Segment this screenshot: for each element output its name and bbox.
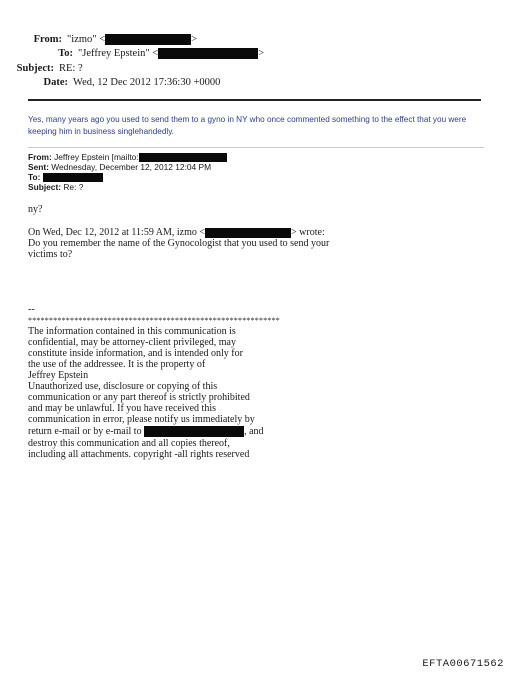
fwd-subject-line bbox=[28, 182, 83, 193]
disclaimer-line: the use of the addressee. It is the property of bbox=[28, 359, 206, 370]
to-value-text: "Jeffrey Epstein" < bbox=[78, 48, 159, 59]
disclaimer-line: confidential, may be attorney-client privileged, may bbox=[28, 337, 236, 348]
fwd-subject-label: Subject: bbox=[28, 182, 62, 192]
subject-value: RE: ? bbox=[59, 63, 83, 74]
from-value-text: "izmo" < bbox=[67, 34, 106, 45]
disclaimer-line: and may be unlawful. If you have received this bbox=[28, 403, 216, 414]
to-value bbox=[78, 46, 264, 61]
return-line-text: return e-mail or by e-mail to bbox=[28, 426, 142, 437]
fwd-to-label: To: bbox=[28, 172, 41, 182]
date-value: Wed, 12 Dec 2012 17:36:30 +0000 bbox=[73, 77, 221, 88]
signature-stars: ************************************************************ bbox=[28, 316, 280, 325]
fwd-to-line bbox=[28, 172, 103, 183]
disclaimer-line: including all attachments. copyright -all rights reserved bbox=[28, 449, 250, 460]
from-close: > bbox=[191, 34, 198, 45]
subject-label: Subject: bbox=[16, 63, 54, 74]
document-id: EFTA00671562 bbox=[422, 658, 504, 670]
redaction-box bbox=[105, 34, 191, 45]
disclaimer-line: destroy this communication and all copies thereof, bbox=[28, 438, 230, 449]
quote-intro-end: > wrote: bbox=[291, 227, 325, 238]
reply-divider bbox=[28, 147, 484, 148]
return-line-end: , and bbox=[244, 426, 264, 437]
disclaimer-line: communication or any part thereof is strictly prohibited bbox=[28, 392, 250, 403]
reply-text: Yes, many years ago you used to send them to a gyno in NY who once commented something to the effect that you were keeping him in business singlehandedly. bbox=[28, 115, 467, 136]
header-divider bbox=[28, 99, 481, 101]
fwd-sent-line bbox=[28, 162, 211, 173]
from-label: From: bbox=[33, 34, 62, 45]
to-label: To: bbox=[58, 48, 73, 59]
fwd-from-label: From: bbox=[28, 152, 52, 162]
disclaimer-return-line bbox=[28, 426, 264, 438]
signature-dashes: -- bbox=[28, 304, 35, 315]
fwd-subject-value: Re: ? bbox=[63, 182, 84, 192]
fwd-from-line bbox=[28, 152, 227, 163]
redaction-box bbox=[43, 173, 103, 182]
redaction-box bbox=[205, 228, 291, 238]
fwd-sent-value: Wednesday, December 12, 2012 12:04 PM bbox=[51, 162, 212, 172]
disclaimer-line: The information contained in this communication is bbox=[28, 326, 236, 337]
message-line: ny? bbox=[28, 204, 43, 215]
redaction-box bbox=[158, 48, 258, 59]
from-value bbox=[67, 32, 197, 47]
fwd-sent-label: Sent: bbox=[28, 162, 49, 172]
quote-intro-text: On Wed, Dec 12, 2012 at 11:59 AM, izmo < bbox=[28, 227, 206, 238]
quote-intro bbox=[28, 227, 325, 239]
disclaimer-line: constitute inside information, and is intended only for bbox=[28, 348, 243, 359]
redaction-box bbox=[144, 426, 244, 437]
to-close: > bbox=[258, 48, 265, 59]
date-label: Date: bbox=[43, 77, 68, 88]
fwd-from-value: Jeffrey Epstein [mailto: bbox=[54, 152, 139, 162]
quote-line: Do you remember the name of the Gynocologist that you used to send your bbox=[28, 238, 330, 249]
disclaimer-line: Unauthorized use, disclosure or copying of this bbox=[28, 381, 218, 392]
disclaimer-line: Jeffrey Epstein bbox=[28, 370, 89, 381]
redaction-box bbox=[139, 153, 227, 162]
disclaimer-line: communication in error, please notify us immediately by bbox=[28, 414, 255, 425]
quote-line: victims to? bbox=[28, 249, 73, 260]
